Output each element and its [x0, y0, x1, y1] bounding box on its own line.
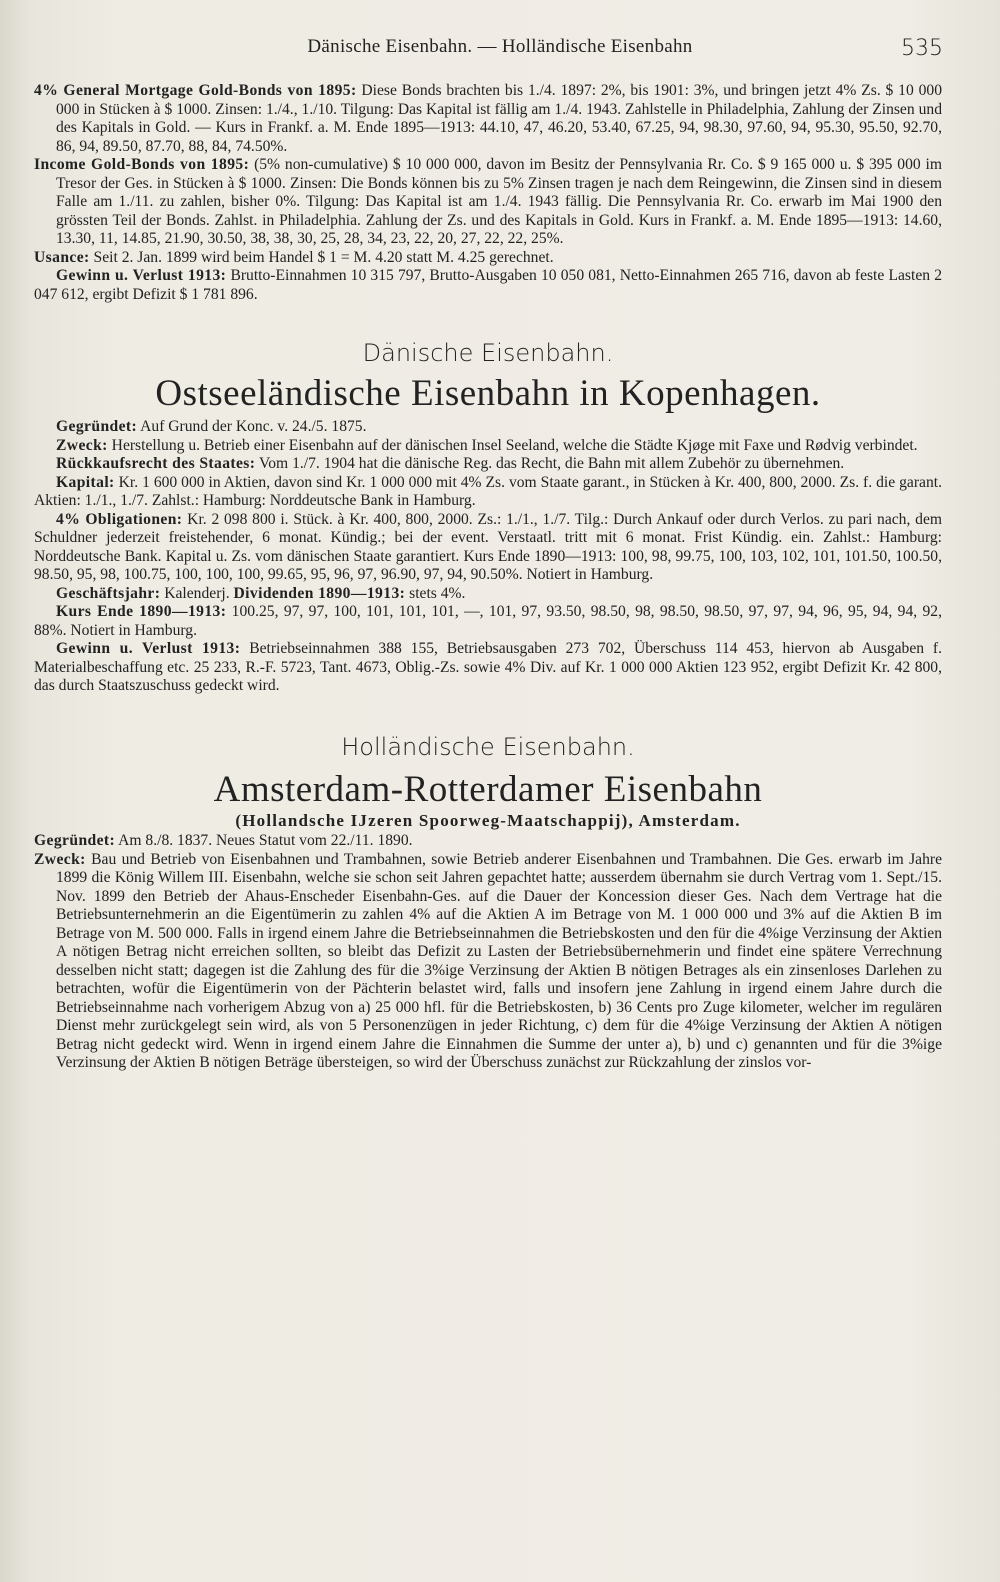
danish-kurs-text: 100.25, 97, 97, 100, 101, 101, 101, —, 101, 97, 93.50, 98.50, 98, 98.50, 98.50, 97, 97, 94, 96, 95, 94, 94, 92, 88%. Notiert in Hamburg. [34, 603, 942, 639]
income-bonds-entry [34, 156, 942, 249]
section-heading-danish: Dänische Eisenbahn. [362, 339, 614, 367]
dutch-zweck-entry [34, 851, 942, 1073]
general-mortgage-bonds-text: Diese Bonds brachten bis 1./4. 1897: 2%, bis 1901: 3%, und bringen jetzt 4% Zs. $ 10 000 000 in Stücken à $ 1000. Zinsen: 1./4., 1./10. Tilgung: Das Kapital ist fällig am 1./4. 1943. Zahlstelle in Philadelphia, Zahlung der Zinsen und des Kapitals in Gold. — Kurs in Frankf. a. M. Ende 1895—1913: 44.10, 47, 46.20, 53.40, 67.25, 94, 98.30, 97.60, 94, 95.30, 95.50, 92.70, 86, 94, 89.50, 87.70, 88, 84, 74.50%. [56, 82, 942, 155]
danish-kapital-text: Kr. 1 600 000 in Aktien, davon sind Kr. 1 000 000 mit 4% Zs. vom Staate garant., in Stücken à Kr. 400, 800, 2000. Zs. f. die garant. Aktien: 1./1., 1./7. Zahlst.: Hamburg: Norddeutsche Bank in Hamburg. [34, 473, 942, 509]
danish-kurs-entry [34, 603, 942, 640]
general-mortgage-bonds-label: 4% General Mortgage Gold-Bonds von 1895: [34, 82, 357, 99]
danish-geschaeftsjahr-text: Kalenderj. [160, 584, 234, 602]
page-content [34, 82, 942, 1073]
general-mortgage-bonds-entry [34, 82, 942, 156]
danish-obligationen-entry [34, 511, 942, 585]
usance-text: Seit 2. Jan. 1899 wird beim Handel $ 1 = M. 4.20 statt M. 4.25 gerechnet. [89, 248, 554, 266]
danish-dividenden-label: Dividenden 1890—1913: [233, 584, 406, 602]
running-head [0, 36, 1000, 66]
page-number: 535 [901, 36, 943, 61]
danish-geschaeftsjahr-label: Geschäftsjahr: [56, 584, 161, 602]
danish-kurs-label: Kurs Ende 1890—1913: [56, 603, 227, 620]
danish-kapital-entry [34, 474, 942, 511]
danish-geschaeftsjahr-entry [34, 585, 942, 604]
danish-gegruendet-text: Auf Grund der Konc. v. 24./5. 1875. [137, 418, 367, 435]
running-head-title: Dänische Eisenbahn. — Holländische Eisenbahn [307, 36, 693, 57]
company-subtitle: (Hollandsche IJzeren Spoorweg-Maatschappij), Amsterdam. [235, 810, 741, 830]
us-gewinn-entry [34, 267, 942, 304]
danish-obligationen-label: 4% Obligationen: [56, 510, 183, 528]
danish-rueckkauf-text: Vom 1./7. 1904 hat die dänische Reg. das Recht, die Bahn mit allem Zubehör zu übernehmen. [255, 455, 845, 472]
danish-gewinn-label: Gewinn u. Verlust 1913: [56, 640, 241, 657]
dutch-gegruendet-entry [34, 832, 942, 851]
danish-gegruendet-label: Gegründet: [56, 418, 138, 435]
danish-rueckkauf-entry [34, 455, 942, 474]
danish-zweck-text: Herstellung u. Betrieb einer Eisenbahn auf der dänischen Insel Seeland, welche die Städte Kjøge mit Faxe und Rødvig verbindet. [107, 436, 918, 454]
danish-gegruendet-entry [34, 418, 942, 437]
danish-zweck-label: Zweck: [56, 436, 108, 454]
danish-gewinn-entry [34, 640, 942, 696]
us-gewinn-label: Gewinn u. Verlust 1913: [56, 267, 227, 284]
danish-obligationen-text: Kr. 2 098 800 i. Stück. à Kr. 400, 800, 2000. Zs.: 1./1., 1./7. Tilg.: Durch Ankauf oder durch Verlos. zu pari nach, dem Schuldner jederzeit freistehender, 6 monat. Kündig.; bei der event. Verstaatl. tritt mit 6 monat. Frist Kündig. ein. Zahlst.: Hamburg: Norddeutsche Bank. Kapital u. Zs. vom dänischen Staate garantiert. Kurs Ende 1890—1913: 100, 98, 99.75, 100, 103, 102, 101, 101.50, 100.50, 98.50, 95, 98, 100.75, 100, 100, 100, 99.65, 95, 96, 97, 96.90, 97, 94, 90.50%. Notiert in Hamburg. [34, 510, 942, 583]
company-title-amsterdam-rotterdam: Amsterdam-Rotterdamer Eisenbahn [213, 768, 763, 810]
dutch-zweck-label: Zweck: [34, 850, 86, 868]
dutch-zweck-text: Bau und Betrieb von Eisenbahnen und Trambahnen, sowie Betrieb anderer Eisenbahnen und Trambahnen. Die Ges. erwarb im Jahre 1899 die König Willem III. Eisenbahn, welche sie schon seit Jahren gepachtet hatte; ausserdem übernahm sie durch Vertrag vom 1. Sept./15. Nov. 1899 den Betrieb der Ahaus-Enscheder Eisenbahn-Ges. auf die Dauer der Koncession dieser Ges. Nach dem Vertrage hat die Betriebsunternehmerin an die Eigentümerin zu zahlen 4% auf die Aktien A im Betrage von M. 1 000 000 und 3% auf die Aktien B im Betrage von M. 500 000. Falls in irgend einem Jahre die Betriebseinnahmen die Betriebskosten und den für die 4%ige Verzinsung der Aktien A nötigen Betrag nicht erreichen sollten, so bleibt das Defizit zu Lasten der Betriebsübernehmerin und findet eine spätere Verrechnung desselben nicht statt; dagegen ist die Zahlung des für die 3%ige Verzinsung der Aktien B nötigen Betrages als ein zinsenloses Darlehen zu betrachten, wofür die Eigentümerin von der Pächterin belastet wird, falls und insofern jene Zahlung in irgend einem Jahre durch die Betriebseinnahme nach vorherigem Abzug von a) 25 000 hfl. für die Betriebskosten, b) 36 Cents pro Zuge kilometer, welcher im regulären Dienst mehr zurückgelegt sein wird, als von 5 Personenzügen in jeder Richtung, c) dem für die 4%ige Verzinsung der Aktien A nötigen Betrag nicht gedeckt wird. Wenn in irgend einem Jahre die Einnahmen die Summe der unter a), b) und c) genannten und für die 3%ige Verzinsung der Aktien B nötigen Beträge übersteigen, so wird der Überschuss zunächst zur Rückzahlung der zinslos vor- [56, 850, 942, 1071]
danish-zweck-entry [34, 437, 942, 456]
usance-label: Usance: [34, 248, 90, 266]
dutch-gegruendet-text: Am 8./8. 1837. Neues Statut vom 22./11. 1890. [115, 832, 413, 849]
section-heading-dutch: Holländische Eisenbahn. [341, 732, 635, 761]
danish-dividenden-text: stets 4%. [405, 584, 466, 602]
danish-rueckkauf-label: Rückkaufsrecht des Staates: [56, 455, 256, 472]
danish-kapital-label: Kapital: [56, 473, 115, 491]
usance-entry [34, 249, 942, 268]
dutch-gegruendet-label: Gegründet: [34, 832, 116, 849]
us-gewinn-text: Brutto-Einnahmen 10 315 797, Brutto-Ausgaben 10 050 081, Netto-Einnahmen 265 716, davon ab feste Lasten 2 047 612, ergibt Defizit $ 1 781 896. [34, 267, 942, 303]
income-bonds-text: (5% non-cumulative) $ 10 000 000, davon im Besitz der Pennsylvania Rr. Co. $ 9 165 000 u. $ 395 000 im Tresor der Ges. in Stücken à $ 1000. Zinsen: Die Bonds können bis zu 5% Zinsen tragen je nach dem Reingewinn, die Zinsen sind in diesem Falle am 1./11. zu zahlen, bisher 0%. Tilgung: Das Kapital ist am 1./4. 1943 fällig. Die Pennsylvania Rr. Co. erwarb im Mai 1900 den grössten Teil der Bonds. Zahlst. in Philadelphia. Zahlung der Zs. und des Kapitals in Gold. Kurs in Frankf. a. M. Ende 1895—1913: 14.60, 13.30, 11, 14.85, 21.90, 30.50, 38, 38, 30, 25, 28, 34, 23, 22, 20, 27, 22, 22, 25%. [56, 156, 943, 247]
income-bonds-label: Income Gold-Bonds von 1895: [34, 156, 250, 173]
danish-gewinn-text: Betriebseinnahmen 388 155, Betriebsausgaben 273 702, Überschuss 114 453, hiervon ab Ausgaben f. Materialbeschaffung etc. 25 233, R.-F. 5723, Tant. 4673, Oblig.-Zs. sowie 4% Div. auf Kr. 1 000 000 Aktien 123 952, ergibt Defizit Kr. 42 800, das durch Staatszuschuss gedeckt wird. [34, 640, 942, 694]
company-title-ostseelaendische: Ostseeländische Eisenbahn in Kopenhagen. [155, 373, 821, 414]
